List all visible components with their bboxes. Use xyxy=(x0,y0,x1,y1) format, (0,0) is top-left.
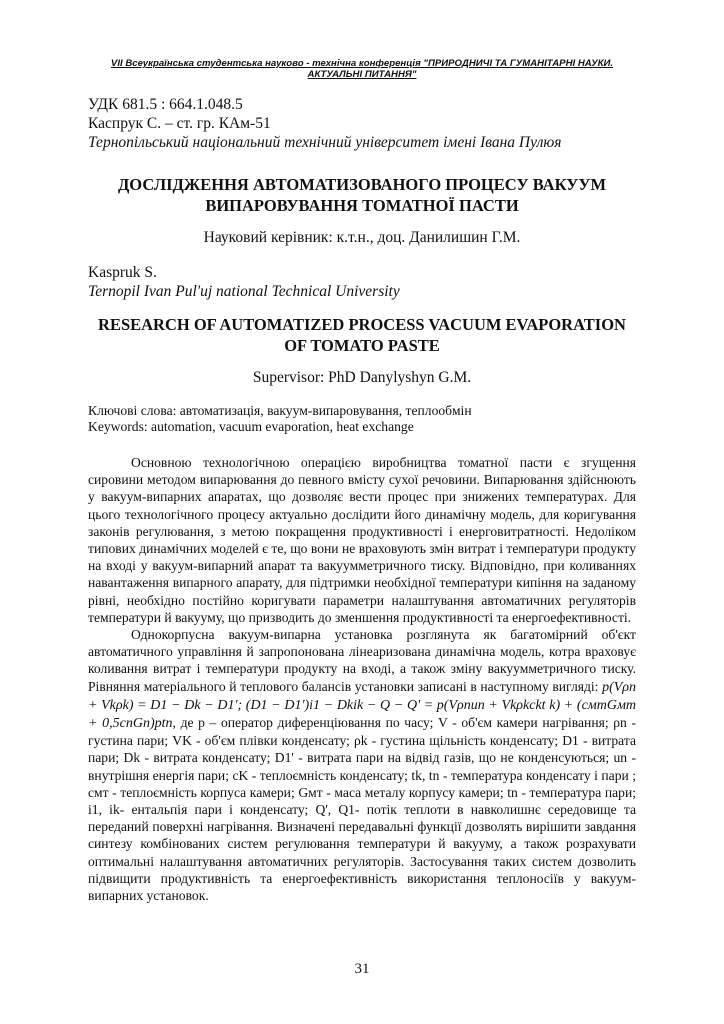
title-en: RESEARCH OF AUTOMATIZED PROCESS VACUUM EVAPORATION OF TOMATO PASTE xyxy=(98,315,626,355)
paragraph-1: Основною технологічною операцією виробництва томатної пасти є згущення сировини методом випарювання до певного вмісту сухої речовини. Випарювання здійснюють у вакуум-випарних апаратах, що дозволяє вести процес при знижених температурах. Для цього технологічного процесу актуально дослідити його динамічну модель, для коригування законів регулювання, з метою покращення продуктивності і енерговитратності. Недоліком типових динамічних моделей є те, що вони не враховують змін витрат і температури продукту на вході у вакуум-випарний апарат та вакуумметричного тиску. Відповідно, при коливаннях навантаження випарного апарату, для підтримки необхідної температури кипіння на заданому рівні, необхідно постійно коригувати параметри налаштування автоматичних регуляторів температури й вакууму, що призводить до зменшення продуктивності та енергоефективності. xyxy=(88,455,636,625)
paper-page xyxy=(88,0,636,904)
formula-2: p(Vρnun + Vkρkckt k) + (cмтGмт + 0,5cnGn)ptn xyxy=(88,697,636,732)
udc-code: УДК 681.5 : 664.1.048.5 xyxy=(88,96,243,113)
keywords-block xyxy=(88,403,636,435)
article-body xyxy=(88,454,636,904)
author-en: Kaspruk S. xyxy=(88,264,157,281)
formula-1: p(Vρn + Vkρk) = D1 − Dk − D1'; (D1 − D1')i1 − Dkik − Q − Q' = xyxy=(88,679,636,713)
paragraph-2-rest: , де p – оператор диференціювання по часу; V - об'єм камери нагрівання; ρn - густина пари; VK - об'єм плівки конденсату; ρk - густина щільність конденсату; D1 - витрата пари; Dk - витрата конденсату; D1' - витрата пари на відвід газів, що не конденсуються; un - внутрішня енергія пари; cK - теплоємність конденсату; tk, tn - температура конденсату і пари ; cмт - теплоємність корпуса камери; Gмт - маса металу корпусу камери; tn - температура пари; i1, ik- ентальпія пари і конденсату; Q', Q1- потік теплоти в навколишнє середовище та переданий поверхні нагрівання. Визначені передавальні функції дозволять вирішити завдання синтезу комбінованих систем регулювання температури й вакууму, а також розрахувати оптимальні налаштування автоматичних регуляторів. Застосування таких систем дозволить підвищити продуктивність та енергоефективність використання теплоносіїв у вакуум-випарних установок. xyxy=(88,715,636,904)
keywords-en: Keywords: automation, vacuum evaporation, heat exchange xyxy=(88,419,414,434)
metadata-ua xyxy=(88,95,636,152)
page-number: 31 xyxy=(354,961,370,977)
paragraph-2 xyxy=(88,626,636,904)
metadata-en xyxy=(88,263,636,301)
affiliation-ua: Тернопільський національний технічний університет імені Івана Пулюя xyxy=(88,134,562,151)
title-ua: ДОСЛІДЖЕННЯ АВТОМАТИЗОВАНОГО ПРОЦЕСУ ВАКУУМ ВИПАРОВУВАННЯ ТОМАТНОЇ ПАСТИ xyxy=(117,175,607,215)
supervisor-ua: Науковий керівник: к.т.н., доц. Данилишин Г.М. xyxy=(203,229,521,246)
supervisor-en: Supervisor: PhD Danylyshyn G.M. xyxy=(252,369,472,386)
affiliation-en: Ternopil Ivan Pul'uj national Technical University xyxy=(88,283,400,300)
keywords-ua: Ключові слова: автоматизація, вакуум-випаровування, теплообмін xyxy=(88,403,472,418)
conference-header: VII Всеукраїнська студентська науково - технічна конференція "ПРИРОДНИЧІ ТА ГУМАНІТАРНІ НАУКИ. АКТУАЛЬНІ ПИТАННЯ" xyxy=(110,58,614,80)
author-ua: Каспрук С. – ст. гр. КАм-51 xyxy=(88,115,271,132)
paragraph-2-start: Однокорпусна вакуум-випарна установка розглянута як багатомірний об'єкт автоматичного управління й запропонована лінеаризована динамічна модель, котра враховує коливання витрат і температури продукту на вході, а також зміну вакуумметричного тиску. Рівняння матеріального й теплового балансів установки записані в наступному вигляді: xyxy=(88,627,636,694)
